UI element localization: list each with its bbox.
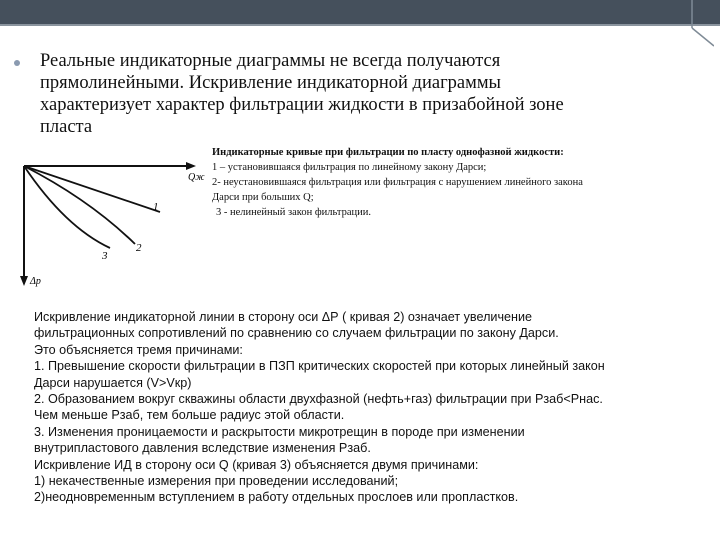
legend-item: 2- неустановившаяся фильтрация или фильтрация с нарушением линейного закона [212,177,583,188]
text-line: 1. Превышение скорости фильтрации в ПЗП критических скоростей при которых линейный закон [34,359,605,374]
bullet-dot-icon [14,60,20,66]
bullet-paragraph [14,50,694,138]
curve-label-2: 2 [136,242,142,254]
slide-corner-decoration [684,0,714,50]
curve-label-3: 3 [102,250,108,262]
legend-item: 1 – установившаяся фильтрация по линейному закону Дарси; [212,162,487,173]
text-line: внутрипластового давления вследствие изменения Рзаб. [34,441,371,456]
text-line: Искривление индикаторной линии в сторону оси ΔР ( кривая 2) означает увеличение [34,310,533,324]
text-line: Чем меньше Рзаб, тем больше радиус этой области. [34,408,345,423]
q-axis-label: Qж [188,172,205,183]
indicator-diagram [10,152,210,297]
diagram-legend [212,145,712,220]
q-axis-arrow-icon [186,162,196,170]
text-line: Искривление ИД в сторону оси Q (кривая 3) объясняется двумя причинами: [34,457,479,472]
dp-axis-label: Δр [30,276,41,287]
curve-2 [24,166,135,244]
bullet-line: Реальные индикаторные диаграммы не всегда получаются [40,51,501,71]
text-line: фильтрационных сопротивлений по сравнению со случаем фильтрации по закону Дарси. [34,326,559,341]
text-line: 1) некачественные измерения при проведении исследований; [34,474,399,489]
text-line: 2. Образованием вокруг скважины области двухфазной (нефть+газ) фильтрации при Рзаб<Рнас. [34,392,603,407]
text-line: Это объясняется тремя причинами: [34,342,243,357]
text-line: 2)неодновременным вступлением в работу отдельных прослоев или пропластков. [34,490,519,505]
bullet-line: прямолинейными. Искривление индикаторной диаграммы [40,73,501,93]
text-line: 3. Изменения проницаемости и раскрытости микротрещин в породе при изменении [34,424,525,439]
slide-top-bar [0,0,720,26]
curve-1 [24,166,160,212]
curve-3 [24,166,110,248]
dp-axis-arrow-icon [20,276,28,286]
curve-label-1: 1 [153,201,159,213]
bullet-line: характеризует характер фильтрации жидкости в призабойной зоне [40,95,564,115]
legend-title: Индикаторные кривые при фильтрации по пласту однофазной жидкости: [212,147,564,158]
explanation-text [34,309,684,506]
text-line: Дарси нарушается (V>Vкр) [34,375,192,390]
legend-item: 3 - нелинейный закон фильтрации. [216,207,371,218]
legend-item: Дарси при больших Q; [212,192,314,203]
bullet-line: пласта [40,117,93,137]
